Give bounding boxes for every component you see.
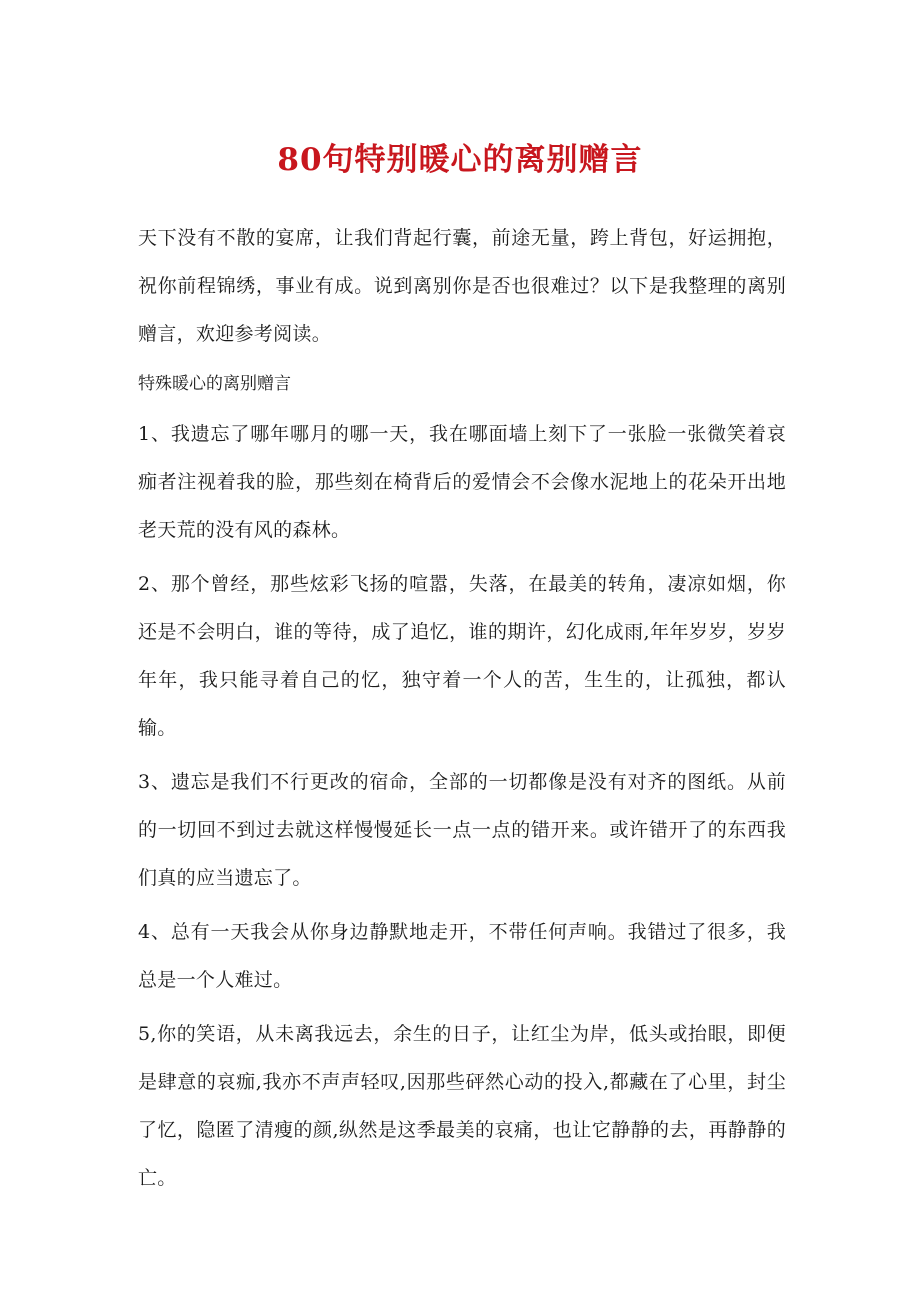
intro-paragraph: 天下没有不散的宴席，让我们背起行囊，前途无量，跨上背包，好运拥抱，祝你前程锦绣，事业有成。说到离别你是否也很难过？以下是我整理的离别赠言，欢迎参考阅读。 bbox=[138, 227, 786, 345]
list-item: 3、遗忘是我们不行更改的宿命，全部的一切都像是没有对齐的图纸。从前的一切回不到过去就这样慢慢延长一点一点的错开来。或许错开了的东西我们真的应当遗忘了。 bbox=[138, 771, 786, 889]
document-body bbox=[138, 214, 786, 1208]
list-item: 5,你的笑语，从未离我远去，余生的日子，让红尘为岸，低头或抬眼，即便是肆意的哀痂,我亦不声声轻叹,因那些砰然心动的投入,都藏在了心里，封尘了忆，隐匿了清瘦的颜,纵然是这季最美的哀痛，也让它静静的去，再静静的亡。 bbox=[138, 1023, 786, 1189]
document-title: 80句特别暖心的离别赠言 bbox=[277, 142, 643, 178]
list-item: 2、那个曾经，那些炫彩飞扬的喧嚣，失落，在最美的转角，凄凉如烟，你还是不会明白，谁的等待，成了追忆，谁的期许，幻化成雨,年年岁岁，岁岁年年，我只能寻着自己的忆，独守着一个人的苦，生生的，让孤独，都认输。 bbox=[138, 573, 786, 739]
list-item: 1、我遗忘了哪年哪月的哪一天，我在哪面墙上刻下了一张脸一张微笑着哀痂者注视着我的脸，那些刻在椅背后的爱情会不会像水泥地上的花朵开出地老天荒的没有风的森林。 bbox=[138, 423, 786, 541]
section-subheading: 特殊暖心的离别赠言 bbox=[138, 374, 291, 394]
list-item: 4、总有一天我会从你身边静默地走开，不带任何声响。我错过了很多，我总是一个人难过。 bbox=[138, 921, 786, 991]
